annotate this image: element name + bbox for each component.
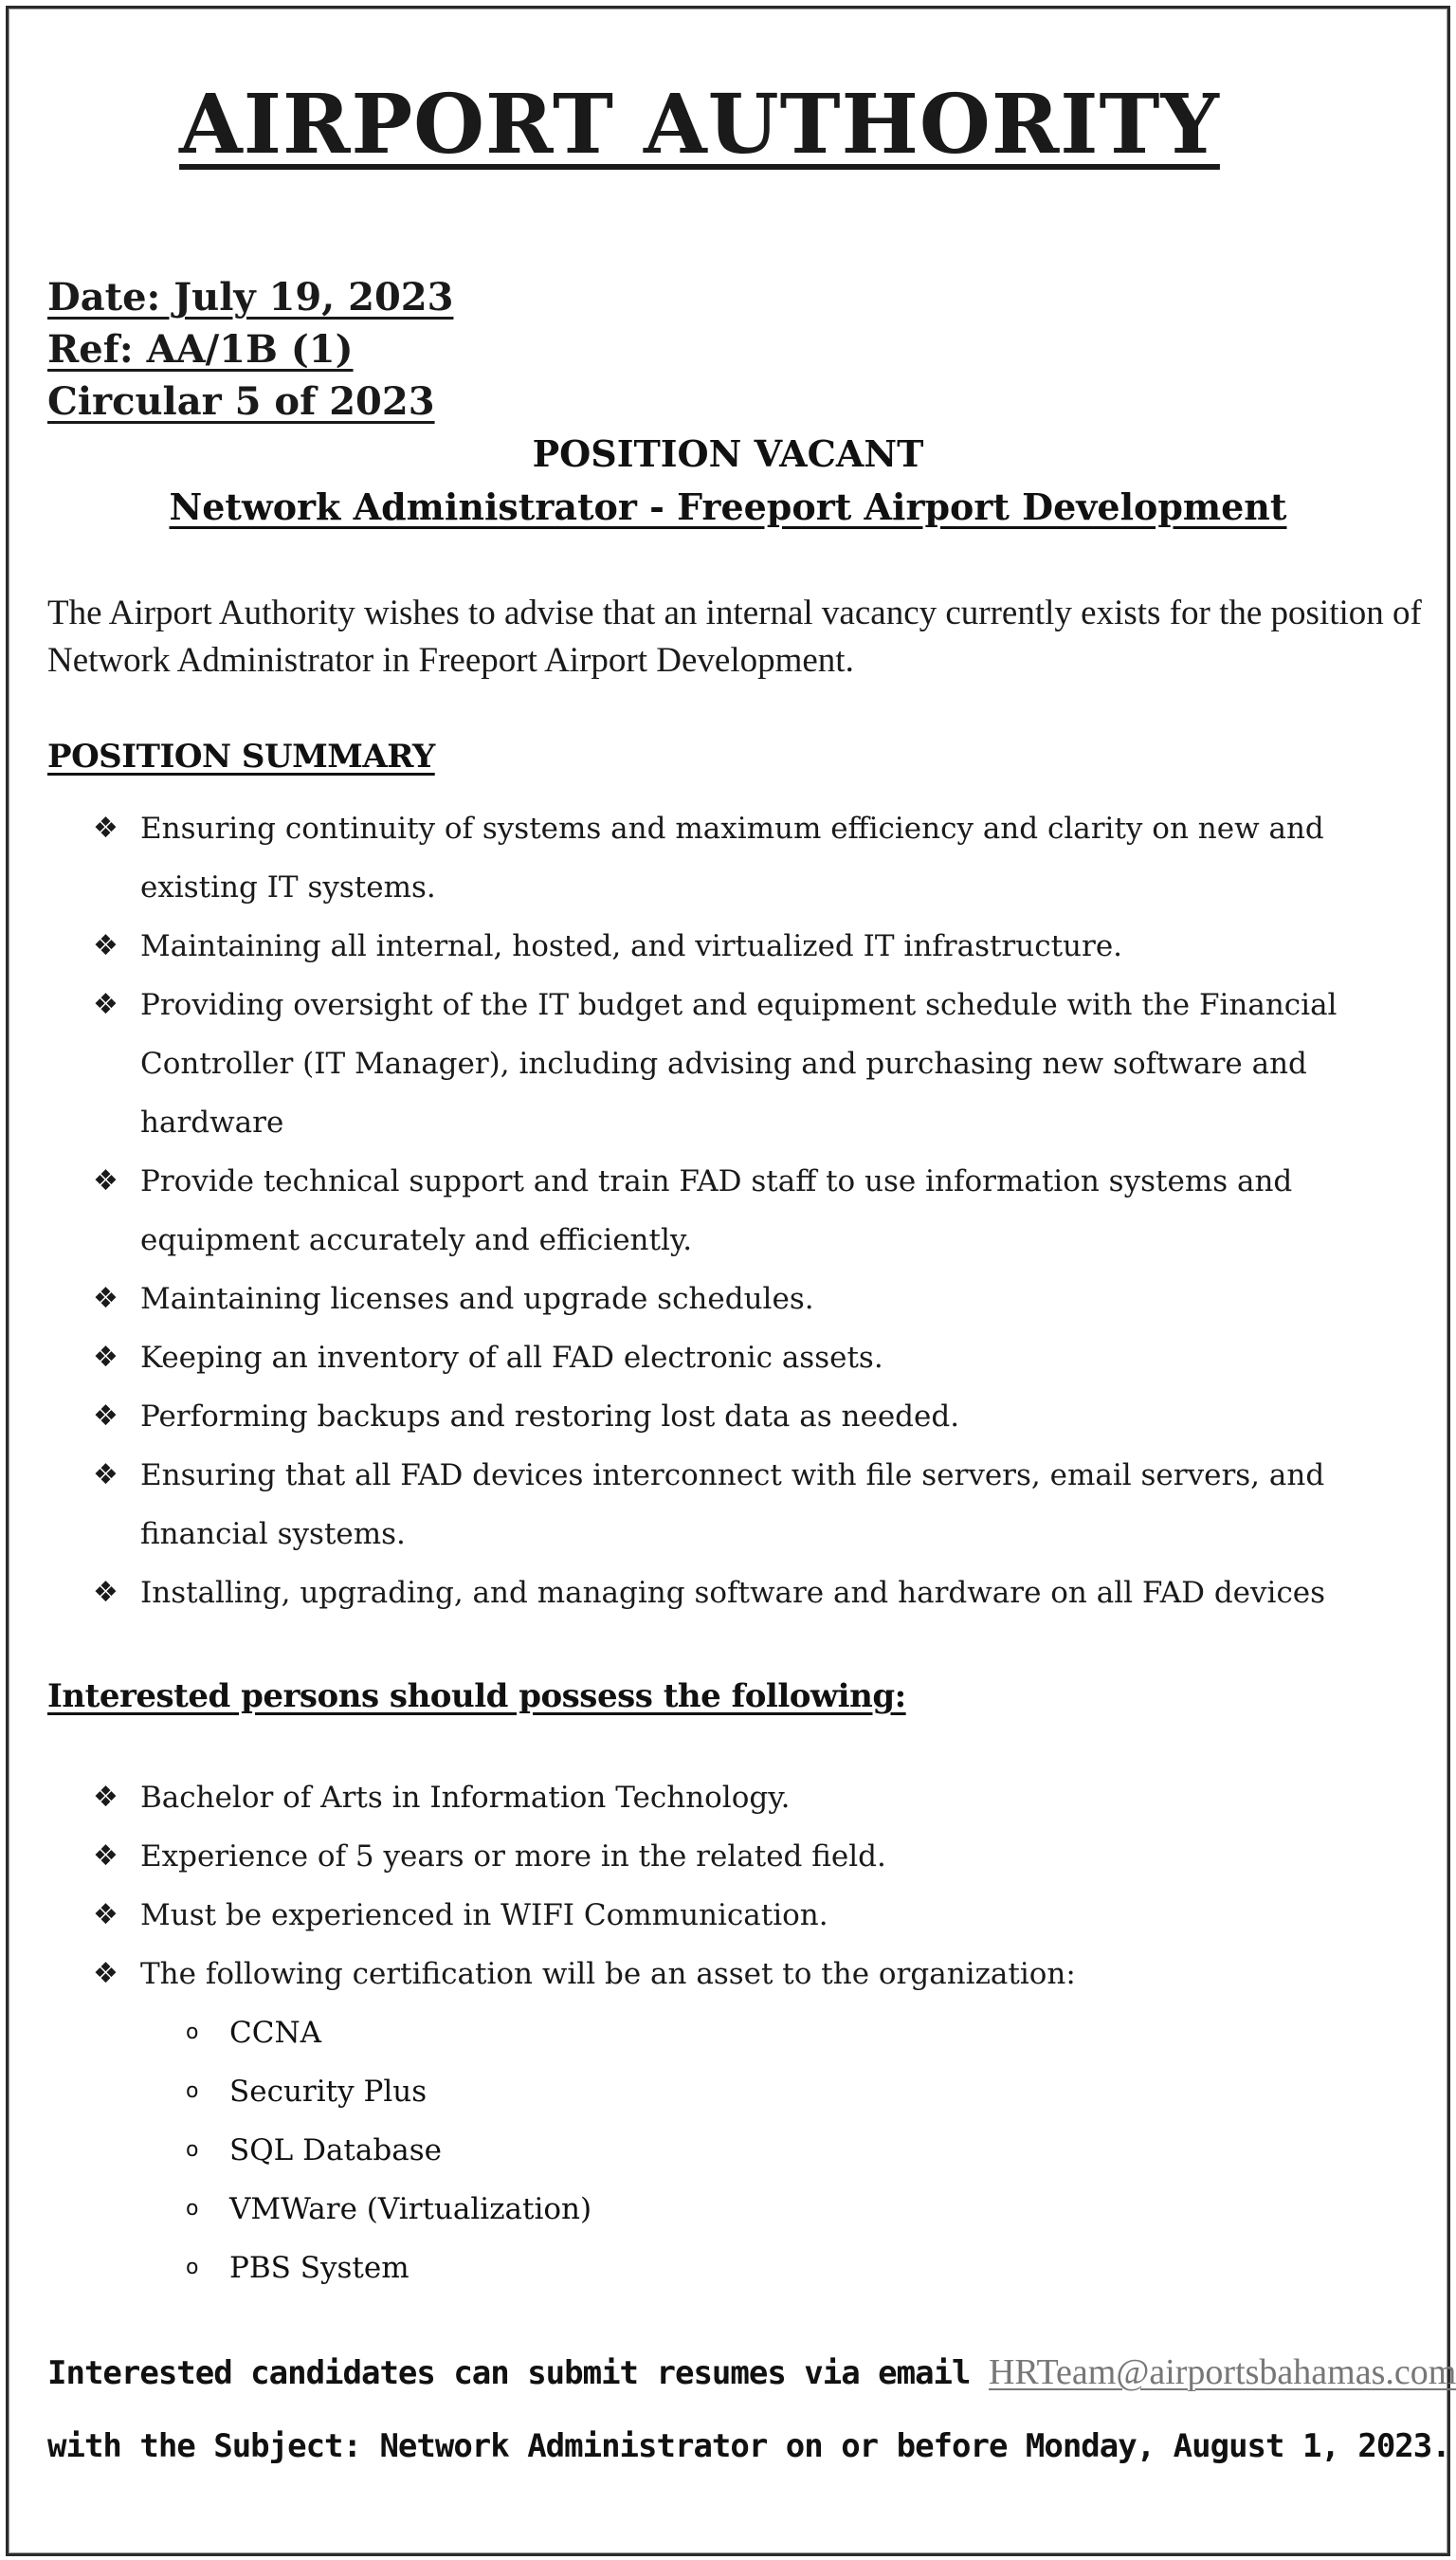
diamond-bullet-icon: ❖ — [93, 812, 118, 845]
list-item: ❖ Performing backups and restoring lost data as needed. — [93, 1387, 1401, 1446]
list-item: o PBS System — [186, 2239, 592, 2297]
diamond-bullet-icon: ❖ — [93, 988, 118, 1021]
diamond-bullet-icon: ❖ — [93, 1576, 118, 1609]
list-item: o Security Plus — [186, 2062, 592, 2121]
list-item: ❖ Provide technical support and train FAD staff to use information systems and equipment accurately and efficiently. — [93, 1152, 1401, 1270]
circular-number: Circular 5 of 2023 — [47, 379, 435, 424]
circle-bullet-icon: o — [186, 2021, 199, 2044]
list-item: ❖ Ensuring that all FAD devices interconnect with file servers, email servers, and financial systems. — [93, 1446, 1401, 1563]
closing-line-1 — [47, 2335, 1456, 2410]
requirements-heading: Interested persons should possess the following: — [47, 1677, 906, 1715]
list-item: ❖ Keeping an inventory of all FAD electronic assets. — [93, 1328, 1401, 1387]
position-title: Network Administrator - Freeport Airport Development — [169, 485, 1287, 528]
list-item: ❖ The following certification will be an asset to the organization: — [93, 1945, 1401, 2003]
list-item: ❖ Maintaining all internal, hosted, and virtualized IT infrastructure. — [93, 917, 1401, 976]
diamond-bullet-icon: ❖ — [93, 929, 118, 962]
position-summary-heading: POSITION SUMMARY — [47, 738, 435, 776]
closing-line-2: with the Subject: Network Administrator on or before Monday, August 1, 2023. — [47, 2427, 1450, 2465]
list-item: ❖ Bachelor of Arts in Information Technology. — [93, 1768, 1401, 1827]
circle-bullet-icon: o — [186, 2256, 199, 2279]
diamond-bullet-icon: ❖ — [93, 1341, 118, 1374]
circular-date: Date: July 19, 2023 — [47, 275, 454, 320]
diamond-bullet-icon: ❖ — [93, 1957, 118, 1990]
list-item: ❖ Installing, upgrading, and managing software and hardware on all FAD devices — [93, 1563, 1401, 1622]
diamond-bullet-icon: ❖ — [93, 1282, 118, 1315]
circle-bullet-icon: o — [186, 2197, 199, 2221]
list-item: o SQL Database — [186, 2121, 592, 2180]
diamond-bullet-icon: ❖ — [93, 1458, 118, 1491]
position-vacant-heading: POSITION VACANT — [532, 432, 924, 475]
list-item: ❖ Must be experienced in WIFI Communication. — [93, 1886, 1401, 1945]
list-item: ❖ Ensuring continuity of systems and maximum efficiency and clarity on new and existing IT systems. — [93, 799, 1401, 917]
intro-paragraph: The Airport Authority wishes to advise that an internal vacancy currently exists for the position of Network Administrator in Freeport Airport Development. — [47, 594, 1422, 680]
hr-email-link[interactable]: HRTeam@airportsbahamas.com — [988, 2352, 1456, 2392]
diamond-bullet-icon: ❖ — [93, 1781, 118, 1814]
position-summary-list — [93, 799, 1401, 1622]
page-title: AIRPORT AUTHORITY — [179, 77, 1220, 173]
closing-text: Interested candidates can submit resumes via email — [47, 2354, 971, 2392]
circular-ref: Ref: AA/1B (1) — [47, 327, 354, 372]
requirements-list — [93, 1768, 1401, 2003]
circle-bullet-icon: o — [186, 2079, 199, 2103]
diamond-bullet-icon: ❖ — [93, 1399, 118, 1433]
list-item: o CCNA — [186, 2003, 592, 2062]
certifications-list — [186, 2003, 592, 2297]
list-item: ❖ Providing oversight of the IT budget and equipment schedule with the Financial Controller (IT Manager), including advising and purchasing new software and hardware — [93, 976, 1401, 1152]
list-item: o VMWare (Virtualization) — [186, 2180, 592, 2239]
circle-bullet-icon: o — [186, 2138, 199, 2162]
diamond-bullet-icon: ❖ — [93, 1839, 118, 1873]
diamond-bullet-icon: ❖ — [93, 1898, 118, 1931]
list-item: ❖ Experience of 5 years or more in the related field. — [93, 1827, 1401, 1886]
list-item: ❖ Maintaining licenses and upgrade schedules. — [93, 1270, 1401, 1328]
diamond-bullet-icon: ❖ — [93, 1164, 118, 1198]
